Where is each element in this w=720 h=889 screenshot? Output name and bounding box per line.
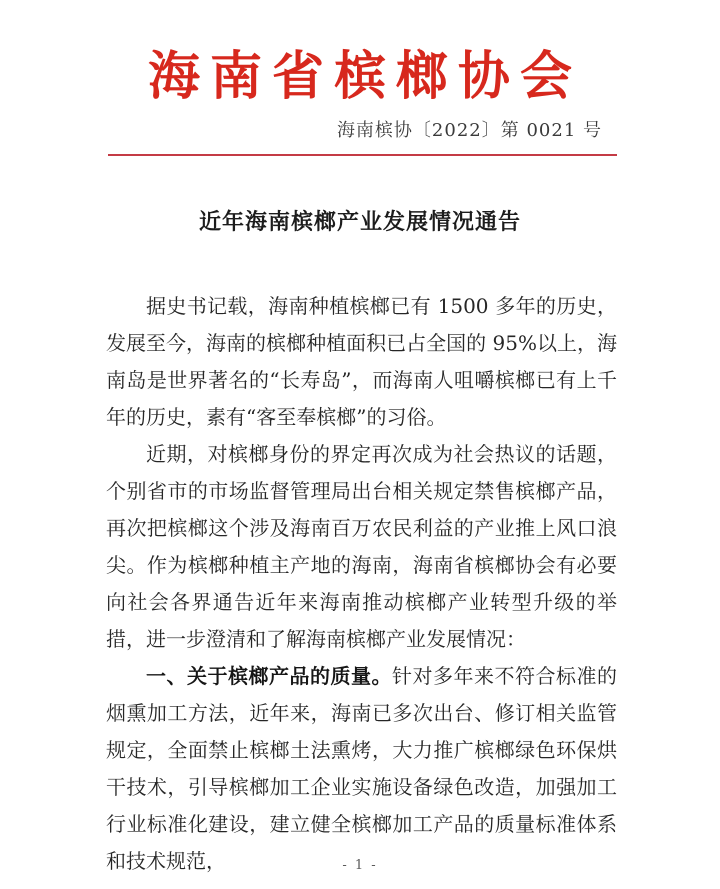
paragraph-text: 近期，对槟榔身份的界定再次成为社会热议的话题，个别省市的市场监督管理局出台相关规定禁售槟榔产品，再次把槟榔这个涉及海南百万农民利益的产业推上风口浪尖。作为槟榔种植主产地的海南，海南省槟榔协会有必要向社会各界通告近年来海南推动槟榔产业转型升级的举措，进一步澄清和了解海南槟榔产业发展情况： [106,441,617,651]
red-divider-line [108,154,617,156]
paragraph-text: 针对多年来不符合标准的烟熏加工方法，近年来，海南已多次出台、修订相关监管规定，全面禁止槟榔土法熏烤，大力推广槟榔绿色环保烘干技术，引导槟榔加工企业实施设备绿色改造，加强加工行业标准化建设，建立健全槟榔加工产品的质量标准体系和技术规范， [106,663,617,873]
page-number: - 1 - [342,858,378,873]
doc-number: 海南槟协〔2022〕第 0021 号 [336,120,602,142]
paragraph-quality [106,658,617,880]
notice-content [0,205,720,880]
notice-title: 近年海南槟榔产业发展情况通告 [198,208,521,235]
org-title: 海南省槟榔协会 [147,46,582,107]
paragraph-text: 据史书记载，海南种植槟榔已有 1500 多年的历史，发展至今，海南的槟榔种植面积已占全国的 95%以上，海南岛是世界著名的“长寿岛”，而海南人咀嚼槟榔已有上千年的历史，素有“客至奉槟榔”的习俗。 [106,293,617,429]
paragraph-history [106,288,617,436]
letterhead [0,0,720,156]
page-footer [0,858,720,873]
notice-body [106,288,617,880]
paragraph-lead: 一、关于槟榔产品的质量。 [146,663,392,688]
paragraph-background [106,436,617,658]
